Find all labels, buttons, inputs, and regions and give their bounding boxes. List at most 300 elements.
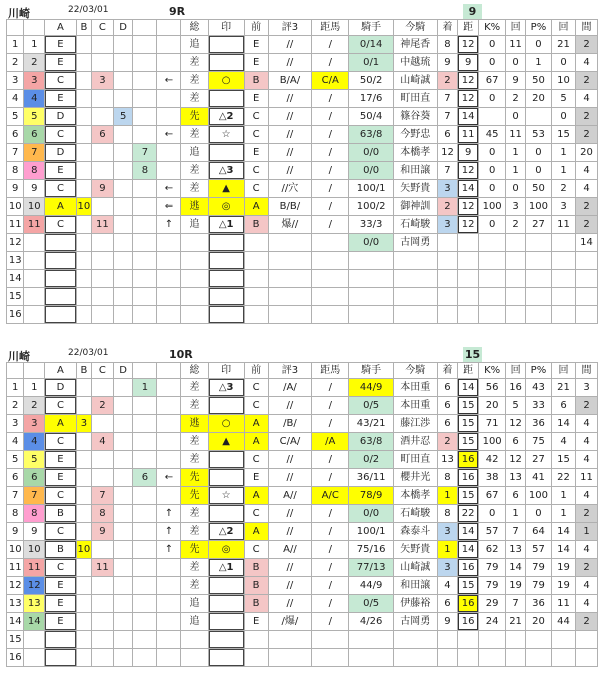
cell-grade-c: 3 [92, 72, 114, 90]
cell-prev: C [244, 541, 268, 559]
cell-p-pct: 36 [525, 595, 551, 613]
cell-finish: 3 [437, 523, 458, 541]
cell-grade-b [76, 72, 91, 90]
cell-prev: E [244, 90, 268, 108]
cell-jockey-stat: 63/8 [349, 433, 394, 451]
cell-p-count [552, 649, 576, 667]
cell-p-count [552, 252, 576, 270]
header-jockey: 今騎 [393, 20, 437, 36]
cell-p-pct: 43 [525, 379, 551, 397]
cell-finish: 6 [437, 379, 458, 397]
cell-p-pct: 0 [525, 144, 551, 162]
cell-interval: 4 [576, 90, 598, 108]
cell-k-pct: 67 [479, 72, 506, 90]
cell-distance: 15 [458, 487, 479, 505]
cell-row-num: 12 [7, 577, 24, 595]
cell-grade-b [76, 108, 91, 126]
cell-style: 差 [181, 72, 208, 90]
cell-dist-horse: / [312, 613, 349, 631]
cell-grade-b [76, 631, 91, 649]
cell-dist-horse [312, 252, 349, 270]
cell-rating3 [268, 288, 312, 306]
header-arrow [157, 363, 181, 379]
cell-mark [208, 451, 244, 469]
cell-distance: 22 [458, 505, 479, 523]
cell-k-pct: 0 [479, 162, 506, 180]
cell-p-count: 14 [552, 541, 576, 559]
cell-grade-b [76, 180, 91, 198]
header-grade-d: D [113, 363, 133, 379]
header-grade-d: D [113, 20, 133, 36]
cell-jockey [393, 649, 437, 667]
cell-col-extra [133, 126, 157, 144]
cell-distance [458, 252, 479, 270]
cell-grade-a: E [45, 469, 77, 487]
cell-grade-c [92, 198, 114, 216]
cell-grade-d [113, 649, 133, 667]
cell-interval [576, 306, 598, 324]
cell-mark [208, 288, 244, 306]
cell-row-num: 1 [7, 36, 24, 54]
cell-row-num: 12 [7, 234, 24, 252]
cell-grade-b [76, 162, 91, 180]
cell-jockey-stat: 44/9 [349, 577, 394, 595]
cell-finish: 7 [437, 90, 458, 108]
cell-finish: 6 [437, 126, 458, 144]
cell-grade-a: A [45, 198, 77, 216]
cell-distance: 15 [458, 397, 479, 415]
cell-style [181, 631, 208, 649]
cell-k-pct: 100 [479, 433, 506, 451]
cell-col-extra [133, 559, 157, 577]
cell-col-extra [133, 198, 157, 216]
cell-mark [208, 36, 244, 54]
cell-p-pct [525, 234, 551, 252]
race-table [6, 19, 598, 324]
cell-rating3: //穴 [268, 180, 312, 198]
cell-grade-a: E [45, 577, 77, 595]
table-row [7, 505, 598, 523]
cell-distance: 12 [458, 90, 479, 108]
cell-p-pct: 100 [525, 198, 551, 216]
cell-mark: ☆ [208, 487, 244, 505]
cell-grade-a: C [45, 433, 77, 451]
cell-rating3: B/B/ [268, 198, 312, 216]
table-row [7, 451, 598, 469]
cell-finish: 6 [437, 415, 458, 433]
cell-row-num: 11 [7, 216, 24, 234]
header-arrow [157, 20, 181, 36]
cell-jockey: 矢野貴 [393, 180, 437, 198]
cell-mark: △2 [208, 108, 244, 126]
cell-rating3 [268, 631, 312, 649]
cell-horse-num: 9 [24, 523, 45, 541]
cell-finish: 4 [437, 577, 458, 595]
cell-grade-c: 7 [92, 487, 114, 505]
table-row [7, 523, 598, 541]
cell-finish: 9 [437, 54, 458, 72]
cell-k-count [506, 631, 526, 649]
cell-k-pct [479, 234, 506, 252]
cell-jockey-stat [349, 252, 394, 270]
cell-grade-d [113, 541, 133, 559]
cell-jockey-stat: 100/1 [349, 523, 394, 541]
cell-jockey-stat: 63/8 [349, 126, 394, 144]
cell-grade-b [76, 577, 91, 595]
cell-grade-c [92, 288, 114, 306]
cell-rating3: // [268, 144, 312, 162]
cell-row-num: 3 [7, 415, 24, 433]
cell-style: 先 [181, 108, 208, 126]
cell-row-num: 15 [7, 631, 24, 649]
cell-grade-a [45, 234, 77, 252]
cell-interval: 4 [576, 487, 598, 505]
cell-rating3: // [268, 505, 312, 523]
cell-grade-d [113, 559, 133, 577]
cell-p-pct: 53 [525, 126, 551, 144]
cell-mark [208, 270, 244, 288]
table-row [7, 144, 598, 162]
cell-mark [208, 595, 244, 613]
cell-jockey: 中越琉 [393, 54, 437, 72]
cell-arrow [157, 108, 181, 126]
cell-finish: 9 [437, 613, 458, 631]
cell-prev: C [244, 180, 268, 198]
cell-jockey: 古岡勇 [393, 234, 437, 252]
cell-horse-num: 8 [24, 505, 45, 523]
cell-mark: △1 [208, 559, 244, 577]
cell-horse-num: 9 [24, 180, 45, 198]
cell-grade-c [92, 631, 114, 649]
cell-rating3: // [268, 469, 312, 487]
cell-rating3: // [268, 397, 312, 415]
cell-mark [208, 252, 244, 270]
cell-mark [208, 144, 244, 162]
cell-grade-a: E [45, 451, 77, 469]
cell-col-extra: 6 [133, 469, 157, 487]
race-number: 10R [169, 348, 193, 361]
cell-jockey: 町田直 [393, 451, 437, 469]
cell-grade-d [113, 216, 133, 234]
cell-row-num: 10 [7, 541, 24, 559]
cell-style [181, 234, 208, 252]
cell-grade-a: C [45, 397, 77, 415]
cell-p-pct [525, 108, 551, 126]
cell-k-count: 16 [506, 379, 526, 397]
cell-style: 先 [181, 487, 208, 505]
cell-mark [208, 397, 244, 415]
cell-dist-horse: / [312, 379, 349, 397]
cell-col-extra [133, 270, 157, 288]
cell-grade-d [113, 36, 133, 54]
cell-col-extra: 1 [133, 379, 157, 397]
cell-row-num: 3 [7, 72, 24, 90]
cell-grade-c: 6 [92, 126, 114, 144]
race-header [6, 347, 598, 362]
cell-row-num: 7 [7, 144, 24, 162]
cell-jockey [393, 270, 437, 288]
cell-grade-a: E [45, 36, 77, 54]
table-row [7, 54, 598, 72]
cell-dist-horse: / [312, 397, 349, 415]
header-horse-num [24, 20, 45, 36]
table-row [7, 36, 598, 54]
cell-col-extra [133, 433, 157, 451]
cell-arrow [157, 379, 181, 397]
cell-arrow [157, 631, 181, 649]
cell-horse-num: 3 [24, 72, 45, 90]
cell-prev: E [244, 613, 268, 631]
cell-horse-num: 1 [24, 379, 45, 397]
cell-k-pct: 42 [479, 451, 506, 469]
cell-p-count [552, 270, 576, 288]
cell-dist-horse: / [312, 198, 349, 216]
cell-style: 逃 [181, 415, 208, 433]
cell-grade-a: D [45, 108, 77, 126]
cell-jockey: 櫻井光 [393, 469, 437, 487]
race-table [6, 362, 598, 667]
header-jockey-stat: 騎手 [349, 20, 394, 36]
cell-k-count: 6 [506, 433, 526, 451]
cell-prev: E [244, 469, 268, 487]
cell-row-num: 16 [7, 649, 24, 667]
cell-jockey: 本田重 [393, 379, 437, 397]
cell-grade-b [76, 487, 91, 505]
cell-grade-a: C [45, 126, 77, 144]
cell-row-num: 11 [7, 559, 24, 577]
cell-grade-b [76, 523, 91, 541]
table-row [7, 379, 598, 397]
cell-grade-d [113, 631, 133, 649]
cell-jockey-stat: 33/3 [349, 216, 394, 234]
cell-p-count: 19 [552, 577, 576, 595]
table-row [7, 397, 598, 415]
cell-finish [437, 270, 458, 288]
cell-rating3: // [268, 108, 312, 126]
cell-jockey-stat [349, 649, 394, 667]
cell-jockey: 山崎誠 [393, 559, 437, 577]
cell-arrow: ← [157, 180, 181, 198]
cell-rating3: // [268, 90, 312, 108]
header-style: 総 [181, 20, 208, 36]
header-k-pct: K% [479, 20, 506, 36]
cell-horse-num [24, 288, 45, 306]
cell-grade-c [92, 252, 114, 270]
cell-jockey-stat [349, 631, 394, 649]
cell-arrow [157, 90, 181, 108]
cell-grade-b [76, 397, 91, 415]
cell-jockey: 古岡勇 [393, 613, 437, 631]
header-rating3: 評3 [268, 363, 312, 379]
cell-grade-a [45, 252, 77, 270]
cell-prev: E [244, 54, 268, 72]
cell-finish [437, 631, 458, 649]
cell-style: 差 [181, 162, 208, 180]
cell-dist-horse: / [312, 559, 349, 577]
cell-arrow: ↑ [157, 505, 181, 523]
header-col-extra [133, 20, 157, 36]
cell-arrow: ← [157, 72, 181, 90]
cell-grade-a: B [45, 541, 77, 559]
cell-horse-num: 8 [24, 162, 45, 180]
cell-rating3: /A/ [268, 379, 312, 397]
table-row [7, 415, 598, 433]
cell-finish: 2 [437, 433, 458, 451]
cell-col-extra [133, 487, 157, 505]
cell-dist-horse: / [312, 595, 349, 613]
cell-interval: 1 [576, 523, 598, 541]
cell-horse-num: 2 [24, 397, 45, 415]
cell-interval: 4 [576, 595, 598, 613]
cell-k-count: 19 [506, 577, 526, 595]
header-jockey-stat: 騎手 [349, 363, 394, 379]
cell-prev: C [244, 126, 268, 144]
cell-jockey: 矢野貴 [393, 541, 437, 559]
cell-interval: 4 [576, 415, 598, 433]
cell-jockey: 神尾香 [393, 36, 437, 54]
table-row [7, 649, 598, 667]
cell-grade-d [113, 252, 133, 270]
cell-jockey [393, 252, 437, 270]
header-grade-a: A [45, 363, 77, 379]
cell-k-pct [479, 108, 506, 126]
cell-k-count: 0 [506, 108, 526, 126]
cell-p-pct: 33 [525, 397, 551, 415]
cell-interval: 14 [576, 234, 598, 252]
cell-interval: 20 [576, 144, 598, 162]
cell-p-count: 1 [552, 505, 576, 523]
header-p-count: 回 [552, 20, 576, 36]
cell-grade-d [113, 487, 133, 505]
cell-col-extra: 7 [133, 144, 157, 162]
cell-interval: 4 [576, 433, 598, 451]
cell-interval: 4 [576, 162, 598, 180]
cell-finish: 3 [437, 559, 458, 577]
cell-dist-horse [312, 306, 349, 324]
cell-k-pct [479, 306, 506, 324]
cell-horse-num: 6 [24, 469, 45, 487]
cell-rating3 [268, 649, 312, 667]
cell-grade-d [113, 595, 133, 613]
cell-distance: 12 [458, 162, 479, 180]
cell-row-num: 14 [7, 270, 24, 288]
cell-jockey-stat: 0/2 [349, 451, 394, 469]
cell-interval: 4 [576, 541, 598, 559]
cell-p-pct [525, 631, 551, 649]
cell-grade-d [113, 54, 133, 72]
cell-k-pct: 0 [479, 505, 506, 523]
cell-finish: 6 [437, 595, 458, 613]
cell-grade-c [92, 541, 114, 559]
header-mark: 印 [208, 363, 244, 379]
cell-dist-horse: / [312, 180, 349, 198]
cell-mark: ○ [208, 72, 244, 90]
cell-jockey-stat: 4/26 [349, 613, 394, 631]
cell-distance: 15 [458, 577, 479, 595]
cell-k-count [506, 288, 526, 306]
cell-arrow [157, 433, 181, 451]
table-row [7, 252, 598, 270]
cell-prev [244, 631, 268, 649]
cell-mark [208, 469, 244, 487]
cell-jockey-stat: 0/1 [349, 54, 394, 72]
cell-p-count: 2 [552, 180, 576, 198]
cell-mark: ▲ [208, 433, 244, 451]
field-size-badge: 15 [464, 348, 481, 361]
cell-p-pct [525, 252, 551, 270]
cell-p-count: 4 [552, 433, 576, 451]
cell-k-pct [479, 252, 506, 270]
cell-row-num: 13 [7, 595, 24, 613]
cell-mark [208, 505, 244, 523]
cell-p-pct [525, 649, 551, 667]
cell-grade-a: C [45, 216, 77, 234]
table-row [7, 541, 598, 559]
cell-arrow: ← [157, 126, 181, 144]
cell-p-pct: 20 [525, 613, 551, 631]
cell-k-count [506, 649, 526, 667]
cell-p-count [552, 306, 576, 324]
cell-style [181, 252, 208, 270]
cell-mark: △1 [208, 216, 244, 234]
cell-jockey-stat: 0/5 [349, 595, 394, 613]
cell-k-count: 13 [506, 469, 526, 487]
cell-dist-horse: / [312, 469, 349, 487]
cell-dist-horse [312, 288, 349, 306]
cell-p-pct: 75 [525, 433, 551, 451]
cell-p-count: 19 [552, 559, 576, 577]
cell-style: 先 [181, 541, 208, 559]
cell-col-extra [133, 415, 157, 433]
header-interval: 間 [576, 20, 598, 36]
cell-interval: 2 [576, 198, 598, 216]
cell-dist-horse: / [312, 126, 349, 144]
table-row [7, 180, 598, 198]
cell-style: 差 [181, 523, 208, 541]
cell-jockey-stat: 78/9 [349, 487, 394, 505]
cell-jockey-stat: 0/0 [349, 234, 394, 252]
cell-interval [576, 270, 598, 288]
cell-p-count: 44 [552, 613, 576, 631]
cell-interval: 2 [576, 397, 598, 415]
cell-k-count: 2 [506, 216, 526, 234]
table-row [7, 577, 598, 595]
cell-grade-b [76, 505, 91, 523]
cell-row-num: 6 [7, 126, 24, 144]
cell-col-extra [133, 90, 157, 108]
cell-style: 差 [181, 505, 208, 523]
cell-grade-b [76, 270, 91, 288]
cell-finish [437, 252, 458, 270]
venue-label: 川崎 [8, 350, 30, 363]
cell-interval: 2 [576, 108, 598, 126]
cell-grade-d [113, 523, 133, 541]
cell-prev [244, 306, 268, 324]
cell-mark: ◎ [208, 198, 244, 216]
cell-grade-b: 10 [76, 541, 91, 559]
cell-prev [244, 234, 268, 252]
cell-dist-horse [312, 234, 349, 252]
cell-k-count: 7 [506, 523, 526, 541]
cell-grade-c: 8 [92, 505, 114, 523]
cell-horse-num: 11 [24, 216, 45, 234]
cell-k-count [506, 306, 526, 324]
cell-rating3: // [268, 54, 312, 72]
header-prev: 前 [244, 20, 268, 36]
cell-row-num: 4 [7, 433, 24, 451]
cell-p-count: 11 [552, 595, 576, 613]
cell-interval: 2 [576, 613, 598, 631]
